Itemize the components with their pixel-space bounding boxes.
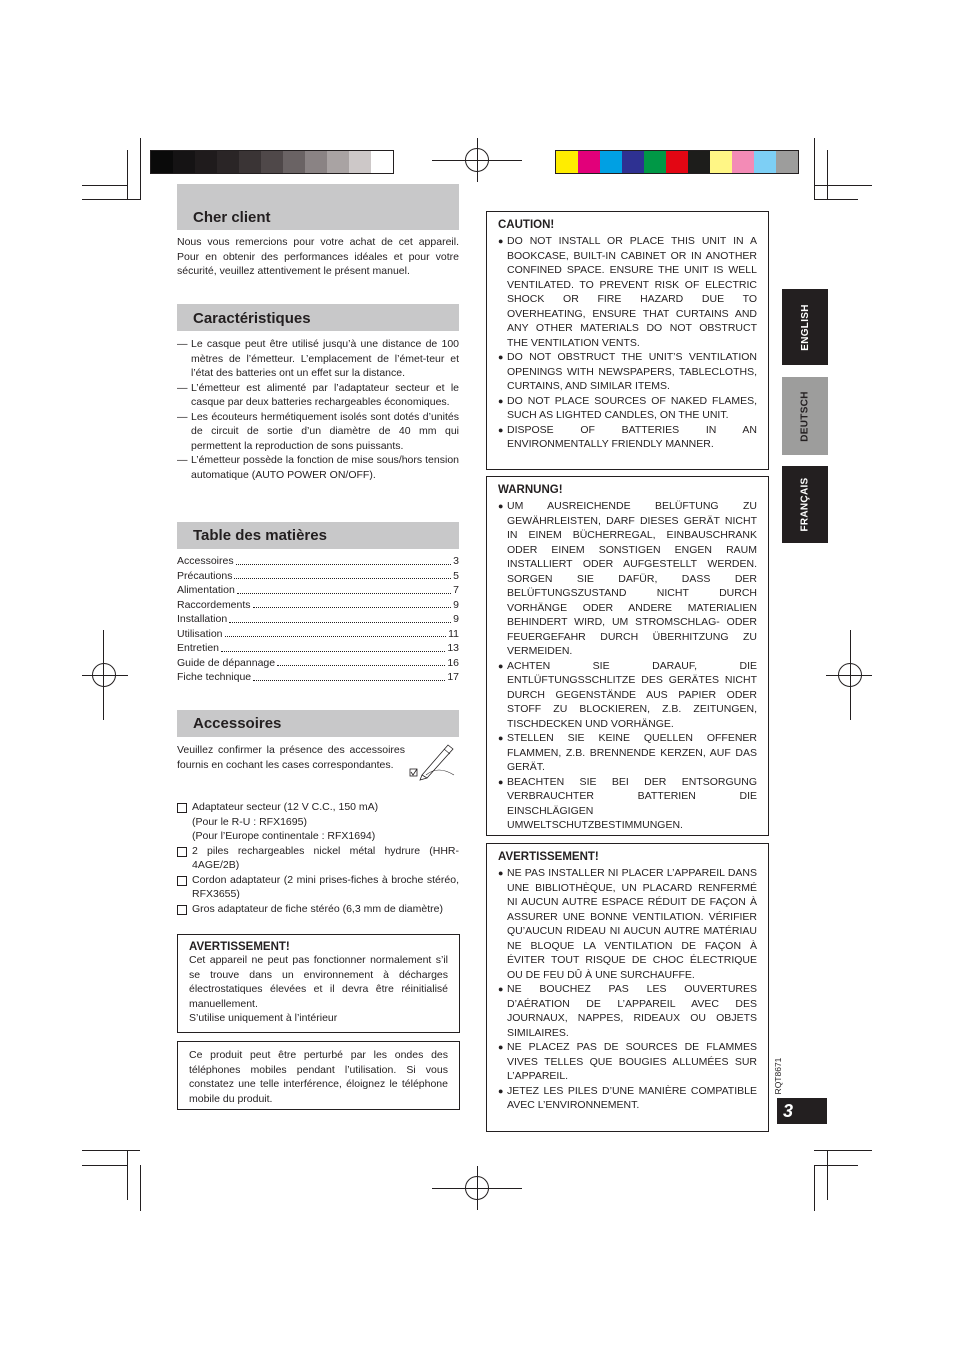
toc-entry[interactable]: Guide de dépannage 16 [177, 656, 459, 669]
toc-entry[interactable]: Précautions 5 [177, 569, 459, 582]
color-swatch [195, 151, 217, 173]
accessories-checklist [177, 800, 459, 916]
list-item: ● UM AUSREICHENDE BELÜFTUNG ZU GEWÄHRLEISTEN, DARF DIESES GERÄT NICHT IN EINEM BÜCHERREGAL, EINBAUSCHRANK ODER EINEM SONSTIGEN ENGEN RAUM INSTALLIERT ODER AUFGESTELLT WERDEN. SORGEN SIE DAFÜR, DASS DER BELÜFTUNGSZUSTAND NICHT DURCH VORHÄNGE ODER ANDERE MATERIALIEN BEHINDERT WIRD, UM STROMSCHLAG- ODER FEUERGEFAHR DURCH ÜBERHITZUNG ZU VERMEIDEN. [498, 500, 757, 657]
toc-entry[interactable]: Entretien 13 [177, 642, 459, 654]
toc-heading: Table des matières [193, 527, 327, 544]
color-swatch [261, 151, 283, 173]
page-number: 3 [777, 1098, 827, 1124]
toc-entry[interactable]: Accessoires 3 [177, 555, 459, 567]
toc-entry[interactable]: Alimentation 7 [177, 584, 459, 596]
tab-francais[interactable]: FRANÇAIS [782, 466, 828, 543]
box-title: CAUTION! [498, 219, 555, 231]
list-item: 2 piles rechargeables nickel métal hydrure (HHR-4AGE/2B) [177, 844, 459, 873]
list-item: — Le casque peut être utilisé jusqu’à une distance de 100 mètres de l’émetteur. L’emplacement de l’émet-teur et l’état des batteries ont un effet sur la distance. [177, 338, 459, 379]
list-item: — Les écouteurs hermétiquement isolés sont dotés d’unités de circuit de sortie d’un diamètre de 40 mm qui permettent la reproduction de sons puissants. [177, 410, 459, 452]
grayscale-calibration-bar [150, 150, 394, 174]
checkbox[interactable] [177, 905, 187, 915]
box-title: WARNUNG! [498, 484, 563, 496]
list-item: ● BEACHTEN SIE BEI DER ENTSORGUNG VERBRAUCHTER BATTERIEN DIE EINSCHLÄGIGEN UMWELTSCHUTZBESTIMMUNGEN. [498, 775, 757, 831]
color-swatch [283, 151, 305, 173]
color-swatch [754, 151, 776, 173]
tab-english[interactable]: ENGLISH [782, 289, 828, 365]
checkbox[interactable] [177, 847, 187, 857]
accessoires-intro: Veuillez confirmer la présence des accessoires fournis en cochant les cases correspondantes. [177, 744, 405, 771]
color-swatch [371, 151, 393, 173]
cher-client-text: Nous vous remercions pour votre achat de cet appareil. Pour en obtenir des performances idéales et pour votre sécurité, veuillez attentivement le présent manuel. [177, 236, 459, 277]
list-item: ● DO NOT OBSTRUCT THE UNIT’S VENTILATION OPENINGS WITH NEWSPAPERS, TABLECLOTHS, CURTAINS, AND SIMILAR ITEMS. [498, 351, 757, 392]
color-swatch [239, 151, 261, 173]
list-item: ● NE PLACEZ PAS DE SOURCES DE FLAMMES VIVES TELLES QUE BOUGIES ALLUMÉES SUR L’APPAREIL. [498, 1041, 757, 1082]
list-item: Adaptateur secteur (12 V C.C., 150 mA) (Pour le R-U : RFX1695) (Pour l’Europe continentale : RFX1694) [177, 800, 459, 844]
color-swatch [327, 151, 349, 173]
color-swatch [776, 151, 798, 173]
color-swatch [173, 151, 195, 173]
pen-check-icon [408, 741, 458, 781]
list-item: ● DO NOT PLACE SOURCES OF NAKED FLAMES, SUCH AS LIGHTED CANDLES, ON THE UNIT. [498, 394, 757, 421]
color-swatch [622, 151, 644, 173]
color-swatch [305, 151, 327, 173]
box-text: Cet appareil ne peut pas fonctionner normalement s’il se trouve dans un environnement à décharges électrostatiques élevées et il devra être réinitialisé manuellement. [189, 954, 448, 1010]
avertissement-box [177, 934, 460, 1033]
list-item: ● DISPOSE OF BATTERIES IN AN ENVIRONMENTALLY FRIENDLY MANNER. [498, 423, 757, 450]
checkbox[interactable] [177, 876, 187, 886]
list-item: Gros adaptateur de fiche stéréo (6,3 mm de diamètre) [177, 902, 459, 917]
box-note: S’utilise uniquement à l’intérieur [189, 1012, 338, 1024]
features-list [177, 337, 459, 482]
color-swatch [217, 151, 239, 173]
list-item: ● JETEZ LES PILES D’UNE MANIÈRE COMPATIBLE AVEC L’ENVIRONNEMENT. [498, 1084, 757, 1111]
list-item: ● NE BOUCHEZ PAS LES OUVERTURES D’AÉRATION DE L’APPAREIL AVEC DES JOURNAUX, NAPPES, RIDEAUX OU OBJETS SIMILAIRES. [498, 983, 757, 1039]
list-item: ● ACHTEN SIE DARAUF, DIE ENTLÜFTUNGSSCHLITZE DES GERÄTES NICHT DURCH GEGENSTÄNDE AUS PAPIER ODER STOFF ZU BLOCKIEREN, Z.B. ZEITUNGEN, TISCHDECKEN UND VORHÄNGE. [498, 659, 757, 730]
color-swatch [688, 151, 710, 173]
box-title: AVERTISSEMENT! [498, 851, 599, 863]
color-swatch [578, 151, 600, 173]
color-swatch [732, 151, 754, 173]
list-item: — L’émetteur est alimenté par l’adaptateur secteur et le casque par deux batteries rechargeables économiques. [177, 381, 459, 408]
document-code: RQT8671 [773, 1057, 783, 1095]
list-item: ● DO NOT INSTALL OR PLACE THIS UNIT IN A BOOKCASE, BUILT-IN CABINET OR IN ANOTHER CONFINED SPACE. ENSURE THE UNIT IS WELL VENTILATED. TO PREVENT RISK OF ELECTRIC SHOCK OR FIRE HAZARD DUE TO OVERHEATING, ENSURE THAT CURTAINS AND ANY OTHER MATERIALS DO NOT OBSTRUCT THE VENTILATION VENTS. [498, 235, 757, 349]
table-of-contents [177, 554, 459, 685]
caracteristiques-heading: Caractéristiques [193, 310, 311, 327]
toc-entry[interactable]: Raccordements 9 [177, 598, 459, 611]
box-title: AVERTISSEMENT! [189, 941, 290, 953]
toc-entry[interactable]: Installation 9 [177, 613, 459, 625]
accessoires-heading: Accessoires [193, 715, 282, 732]
list-item: ● NE PAS INSTALLER NI PLACER L’APPAREIL DANS UNE BIBLIOTHÈQUE, UN PLACARD RENFERMÉ NI AUCUN AUTRE ESPACE RÉDUIT DE FAÇON À ASSURER UNE BONNE VENTILATION. VÉRIFIER QU’AUCUN RIDEAU NI AUCUN AUTRE MATÉRIAU NE BLOQUE LA VENTILATION DE FAÇON À ÉVITER TOUT RISQUE DE CHOC ÉLECTRIQUE OU DE FEU DÛ À UNE SURCHAUFFE. [498, 867, 757, 981]
avertissement-fr-box [486, 843, 769, 1132]
color-swatch [556, 151, 578, 173]
checkbox[interactable] [177, 803, 187, 813]
list-item: ● STELLEN SIE KEINE QUELLEN OFFENER FLAMMEN, Z.B. BRENNENDE KERZEN, AUF DAS GERÄT. [498, 732, 757, 773]
toc-entry[interactable]: Fiche technique 17 [177, 671, 459, 683]
phone-interference-box [177, 1041, 460, 1110]
color-calibration-bar [555, 150, 799, 174]
box-text: Ce produit peut être perturbé par les ondes des téléphones mobiles pendant l’utilisation. Si vous constatez une telle interférence, éloignez le téléphone mobile du produit. [189, 1049, 448, 1105]
caution-box [486, 211, 769, 470]
color-swatch [600, 151, 622, 173]
toc-entry[interactable]: Utilisation 11 [177, 627, 459, 640]
list-item: — L’émetteur possède la fonction de mise sous/hors tension automatique (AUTO POWER ON/OFF). [177, 454, 459, 481]
color-swatch [644, 151, 666, 173]
warnung-box [486, 476, 769, 836]
color-swatch [349, 151, 371, 173]
color-swatch [666, 151, 688, 173]
list-item: Cordon adaptateur (2 mini prises-fiches à broche stéréo, RFX3655) [177, 873, 459, 902]
tab-deutsch[interactable]: DEUTSCH [782, 377, 828, 455]
color-swatch [710, 151, 732, 173]
color-swatch [151, 151, 173, 173]
cher-client-heading: Cher client [193, 209, 271, 226]
